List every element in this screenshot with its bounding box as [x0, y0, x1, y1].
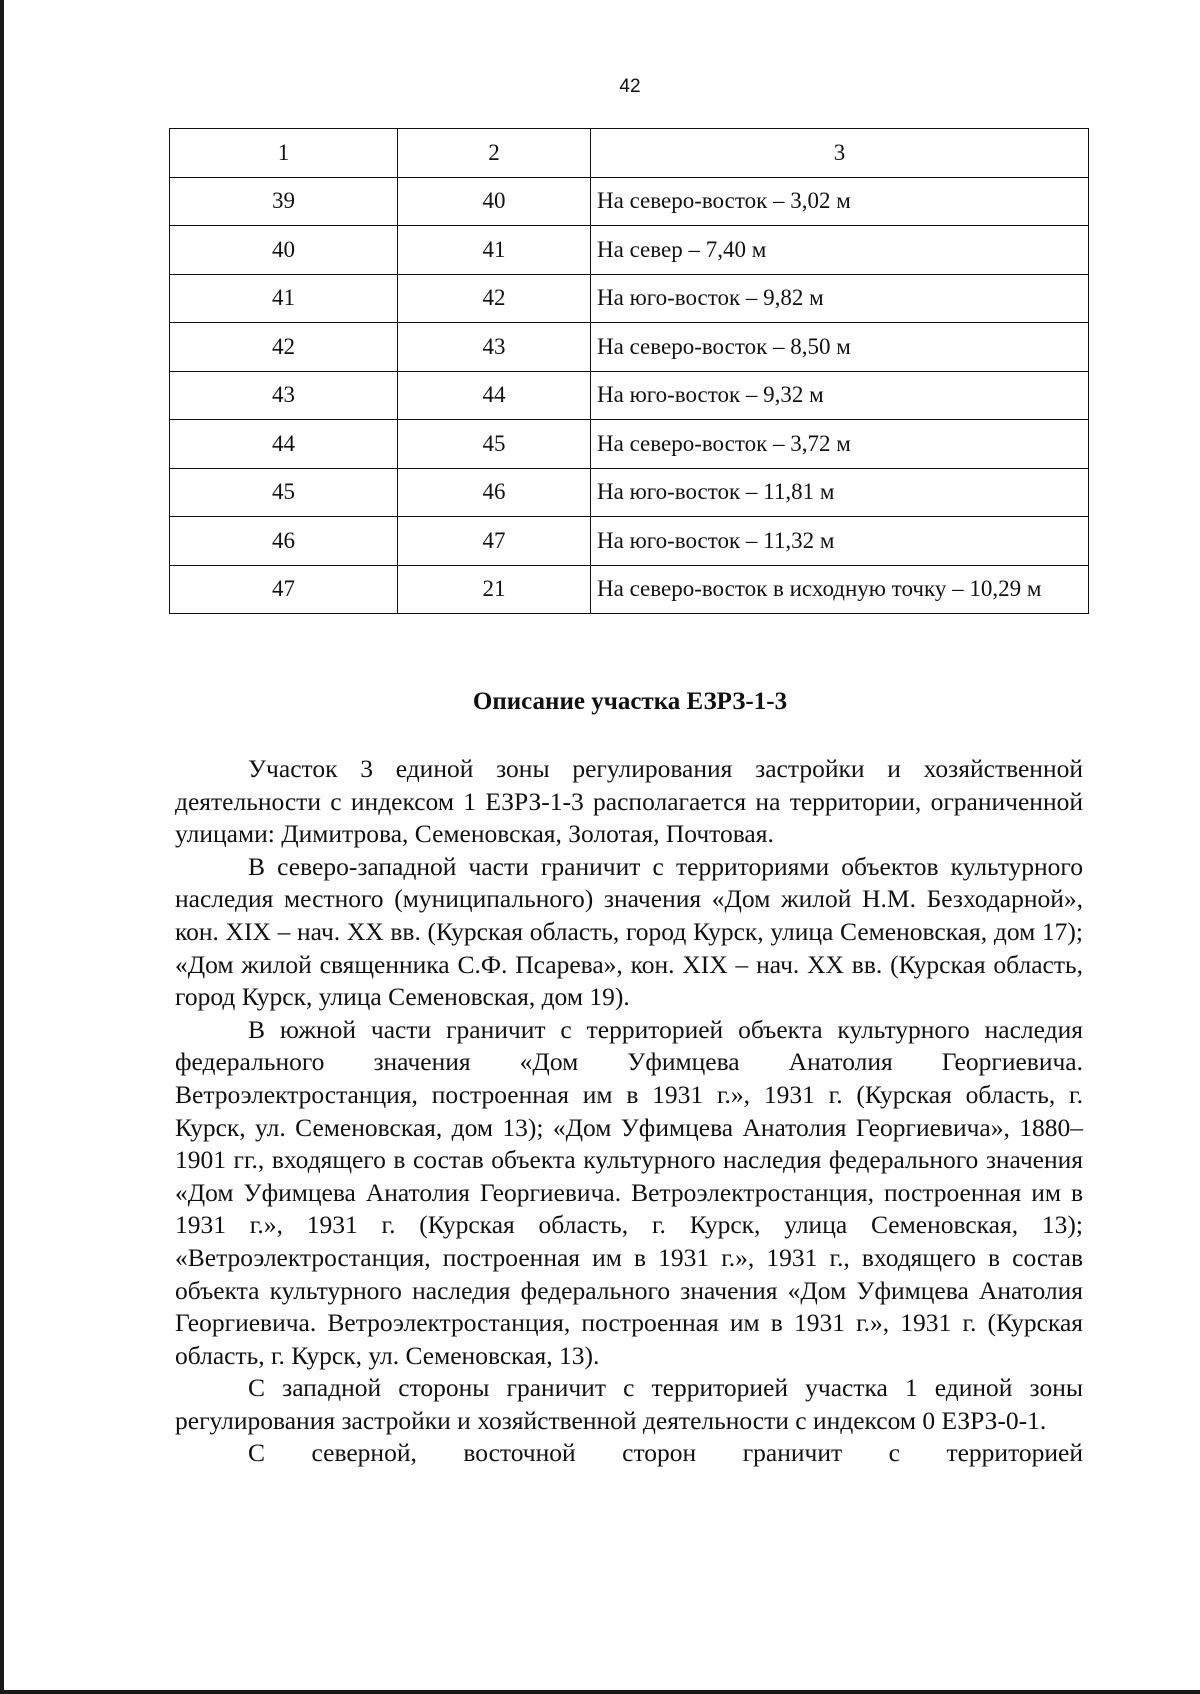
point-to-cell: 47	[398, 517, 591, 566]
point-from-cell: 43	[170, 371, 398, 420]
table-header-row	[170, 129, 1089, 178]
section-title: Описание участка ЕЗРЗ-1-3	[472, 688, 788, 715]
body-paragraph: С северной, восточной сторон граничит с территорией	[248, 1438, 1083, 1468]
point-to-cell: 43	[398, 323, 591, 372]
point-from-cell: 40	[170, 226, 398, 275]
point-to-cell: 21	[398, 565, 591, 614]
table-row	[170, 226, 1089, 275]
point-to-cell: 44	[398, 371, 591, 420]
point-to-cell: 40	[398, 177, 591, 226]
description-cell: На северо-восток – 3,72 м	[591, 420, 1089, 469]
scan-edge-bottom	[0, 1690, 1200, 1694]
table-row	[170, 468, 1089, 517]
table-row	[170, 274, 1089, 323]
point-from-cell: 45	[170, 468, 398, 517]
description-cell: На северо-восток в исходную точку – 10,29 м	[591, 565, 1089, 614]
point-from-cell: 47	[170, 565, 398, 614]
description-cell: На юго-восток – 11,81 м	[591, 468, 1089, 517]
column-header-from: 1	[170, 129, 398, 178]
description-cell: На юго-восток – 9,82 м	[591, 274, 1089, 323]
description-cell: На северо-восток – 8,50 м	[591, 323, 1089, 372]
point-from-cell: 41	[170, 274, 398, 323]
point-from-cell: 44	[170, 420, 398, 469]
scan-edge-left	[0, 0, 4, 1694]
description-cell: На юго-восток – 9,32 м	[591, 371, 1089, 420]
table-row	[170, 371, 1089, 420]
body-paragraph: В южной части граничит с территорией объекта культурного наследия федерального значения «Дом Уфимцева Анатолия Георгиевича. Ветроэлектростанция, построенная им в 1931 г.», 1931 г. (Курская область, г. Курск, ул. Семеновская, дом 13); «Дом Уфимцева Анатолия Георгиевича», 1880–1901 гг., входящего в состав объекта культурного наследия федерального значения «Дом Уфимцева Анатолия Георгиевича. Ветроэлектростанция, построенная им в 1931 г.», 1931 г. (Курская область, г. Курск, улица Семеновская, 13); «Ветроэлектростанция, построенная им в 1931 г.», 1931 г., входящего в состав объекта культурного наследия федерального значения «Дом Уфимцева Анатолия Георгиевича. Ветроэлектростанция, построенная им в 1931 г.», 1931 г. (Курская область, г. Курск, ул. Семеновская, 13).	[175, 1014, 1083, 1370]
point-to-cell: 41	[398, 226, 591, 275]
point-from-cell: 42	[170, 323, 398, 372]
table-row	[170, 420, 1089, 469]
body-paragraph: С западной стороны граничит с территорией участка 1 единой зоны регулирования застройки и хозяйственной деятельности с индексом 0 ЕЗРЗ-0-1.	[175, 1373, 1083, 1435]
point-from-cell: 46	[170, 517, 398, 566]
table-row	[170, 323, 1089, 372]
point-from-cell: 39	[170, 177, 398, 226]
point-to-cell: 45	[398, 420, 591, 469]
table-row	[170, 517, 1089, 566]
description-cell: На северо-восток – 3,02 м	[591, 177, 1089, 226]
table-row	[170, 177, 1089, 226]
description-cell: На север – 7,40 м	[591, 226, 1089, 275]
description-cell: На юго-восток – 11,32 м	[591, 517, 1089, 566]
column-header-to: 2	[398, 129, 591, 178]
boundary-table-grid	[169, 128, 1089, 614]
point-to-cell: 46	[398, 468, 591, 517]
table-row	[170, 565, 1089, 614]
page-number: 42	[619, 76, 641, 97]
column-header-description: 3	[591, 129, 1089, 178]
section-body	[175, 753, 1083, 1470]
boundary-table	[169, 128, 1089, 614]
body-paragraph: В северо-западной части граничит с территориями объектов культурного наследия местного (муниципального) значения «Дом жилой Н.М. Безходарной», кон. XIX – нач. XX вв. (Курская область, город Курск, улица Семеновская, дом 17); «Дом жилой священника С.Ф. Псарева», кон. XIX – нач. XX вв. (Курская область, город Курск, улица Семеновская, дом 19).	[175, 851, 1083, 1012]
point-to-cell: 42	[398, 274, 591, 323]
body-paragraph: Участок 3 единой зоны регулирования застройки и хозяйственной деятельности с индексом 1 ЕЗРЗ-1-3 располагается на территории, ограниченной улицами: Димитрова, Семеновская, Золотая, Почтовая.	[175, 754, 1083, 849]
